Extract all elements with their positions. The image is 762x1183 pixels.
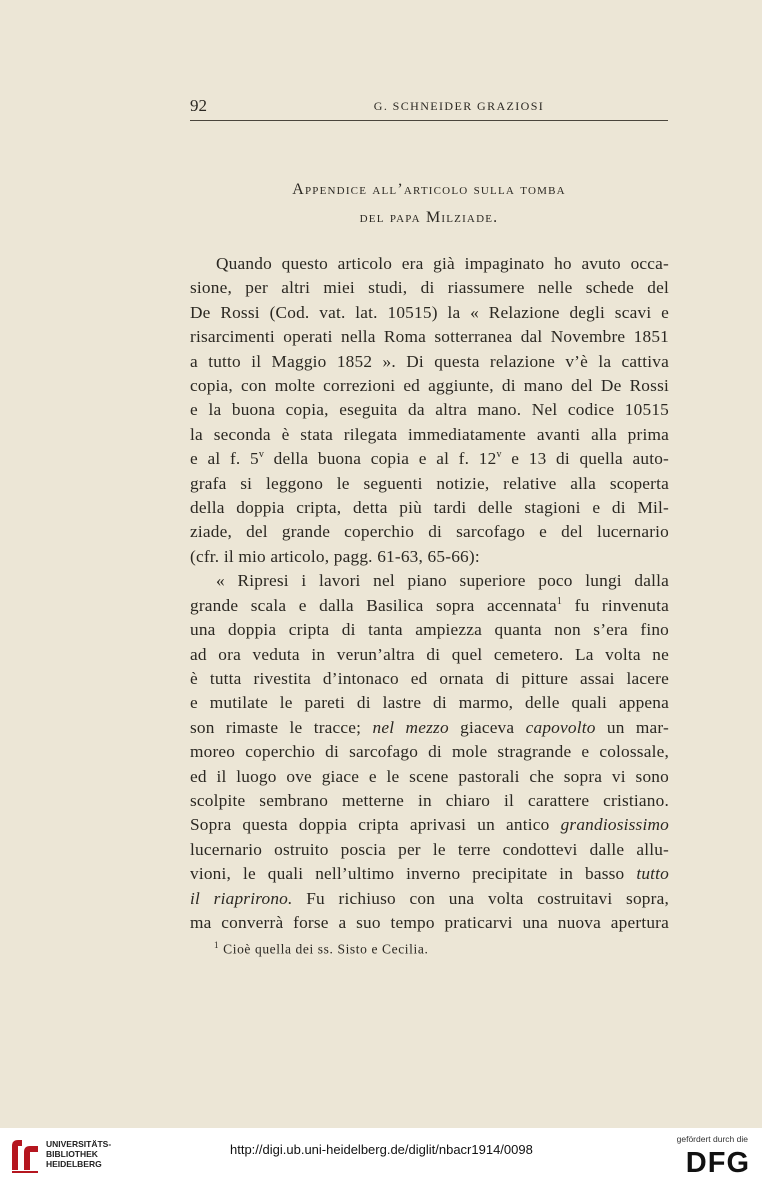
- text-line: la seconda è stata rilegata immediatamente avanti alla prima: [190, 424, 669, 444]
- text-line: De Rossi (Cod. vat. lat. 10515) la « Relazione degli scavi e: [190, 302, 669, 322]
- text-run: un mar-: [595, 717, 669, 737]
- library-name-line: UNIVERSITÄTS-: [46, 1139, 112, 1149]
- italic-run: il riaprirono.: [190, 888, 293, 908]
- text-line: [190, 716, 669, 740]
- text-run: e al f. 5: [190, 449, 259, 469]
- text-run: Sopra questa doppia cripta aprivasi un antico: [190, 815, 561, 835]
- text-line: ma converrà forse a suo tempo praticarvi una nuova apertura: [190, 912, 669, 932]
- text-line: Quando questo articolo era già impaginato ho avuto occa-: [216, 254, 669, 273]
- text-run: son rimaste le tracce;: [190, 717, 373, 737]
- text-line: (cfr. il mio articolo, pagg. 61-63, 65-66):: [190, 546, 480, 566]
- title-line-1: Appendice all’articolo sulla tomba: [292, 181, 566, 198]
- text-line: sione, per altri miei studi, di riassumere nelle schede del: [190, 278, 669, 298]
- text-line: grafa si leggono le seguenti notizie, relative alla scoperta: [190, 473, 669, 493]
- page-number: 92: [190, 96, 207, 115]
- text-line: copia, con molte correzioni ed aggiunte, di mano del De Rossi: [190, 376, 669, 396]
- body-text: [190, 252, 669, 935]
- text-line: una doppia cripta di tanta ampiezza quanta non s’era fino: [190, 620, 669, 640]
- text-line: della doppia cripta, detta più tardi delle stagioni e di Mil-: [190, 498, 669, 518]
- text-line: e la buona copia, eseguita da altra mano. Nel codice 10515: [190, 400, 669, 420]
- funded-by-label: gefördert durch die: [676, 1134, 748, 1144]
- verso-mark: v: [496, 449, 502, 461]
- text-run: e 13 di quella auto-: [501, 449, 669, 469]
- dfg-logo[interactable]: DFG: [685, 1147, 750, 1179]
- text-line: risarcimenti operati nella Roma sotterranea dal Novembre 1851: [190, 327, 669, 347]
- library-name-line: BIBLIOTHEK: [46, 1149, 98, 1159]
- italic-run: nel mezzo: [372, 717, 449, 737]
- italic-run: capovolto: [525, 717, 596, 737]
- verso-mark: v: [258, 449, 265, 461]
- italic-run: grandiosissimo: [560, 815, 669, 835]
- text-line: [190, 862, 669, 886]
- footnote-reference: 1: [556, 595, 563, 607]
- appendix-title: [190, 176, 668, 232]
- text-run: Fu richiuso con una volta costruitavi sopra,: [292, 888, 669, 908]
- footnote-mark: 1: [214, 940, 220, 950]
- footnote: [214, 940, 428, 958]
- text-run: della buona copia e al f. 12: [264, 449, 497, 469]
- text-line: a tutto il Maggio 1852 ». Di questa relazione v’è la cattiva: [190, 351, 669, 371]
- text-line: [190, 594, 669, 618]
- text-line: [190, 887, 669, 911]
- text-run: vioni, le quali nell’ultimo inverno precipitate in basso: [190, 864, 637, 884]
- text-run: grande scala e dalla Basilica sopra accennata: [190, 595, 557, 615]
- library-seal-icon[interactable]: [8, 1136, 42, 1174]
- text-line: ad ora veduta in verun’altra di quel cemetero. La volta ne: [190, 644, 669, 664]
- text-run: fu rinvenuta: [562, 595, 669, 615]
- library-name-line: HEIDELBERG: [46, 1159, 102, 1169]
- text-line: è tutta rivestita d’intonaco ed ornata di pitture assai lacere: [190, 668, 669, 688]
- library-name[interactable]: [46, 1139, 111, 1169]
- text-run: giaceva: [448, 717, 526, 737]
- text-line: lucernario ostruito poscia per le terre condottevi dalle allu-: [190, 839, 669, 859]
- footnote-text: Cioè quella dei ss. Sisto e Cecilia.: [223, 941, 429, 957]
- text-line: « Ripresi i lavori nel piano superiore poco lungi dalla: [216, 571, 669, 591]
- running-title: G. SCHNEIDER GRAZIOSI: [373, 99, 545, 113]
- text-line: scolpite sembrano metterne in chiaro il carattere cristiano.: [190, 790, 669, 810]
- text-line: moreo coperchio di sarcofago di mole stragrande e colossale,: [190, 742, 669, 762]
- text-line: ed il luogo ove giace e le scene pastorali che sopra vi sono: [190, 766, 669, 786]
- permalink-url[interactable]: http://digi.ub.uni-heidelberg.de/diglit/nbacr1914/0098: [230, 1142, 533, 1157]
- running-header: [190, 96, 668, 121]
- text-line: e mutilate le pareti di lastre di marmo, delle quali appena: [190, 693, 669, 713]
- text-line: ziade, del grande coperchio di sarcofago e del lucernario: [190, 522, 669, 542]
- title-line-2: del papa Milziade.: [359, 209, 499, 226]
- viewer-footer: [0, 1128, 762, 1183]
- text-line: [190, 447, 669, 471]
- text-line: [190, 813, 669, 837]
- italic-run: tutto: [636, 864, 669, 884]
